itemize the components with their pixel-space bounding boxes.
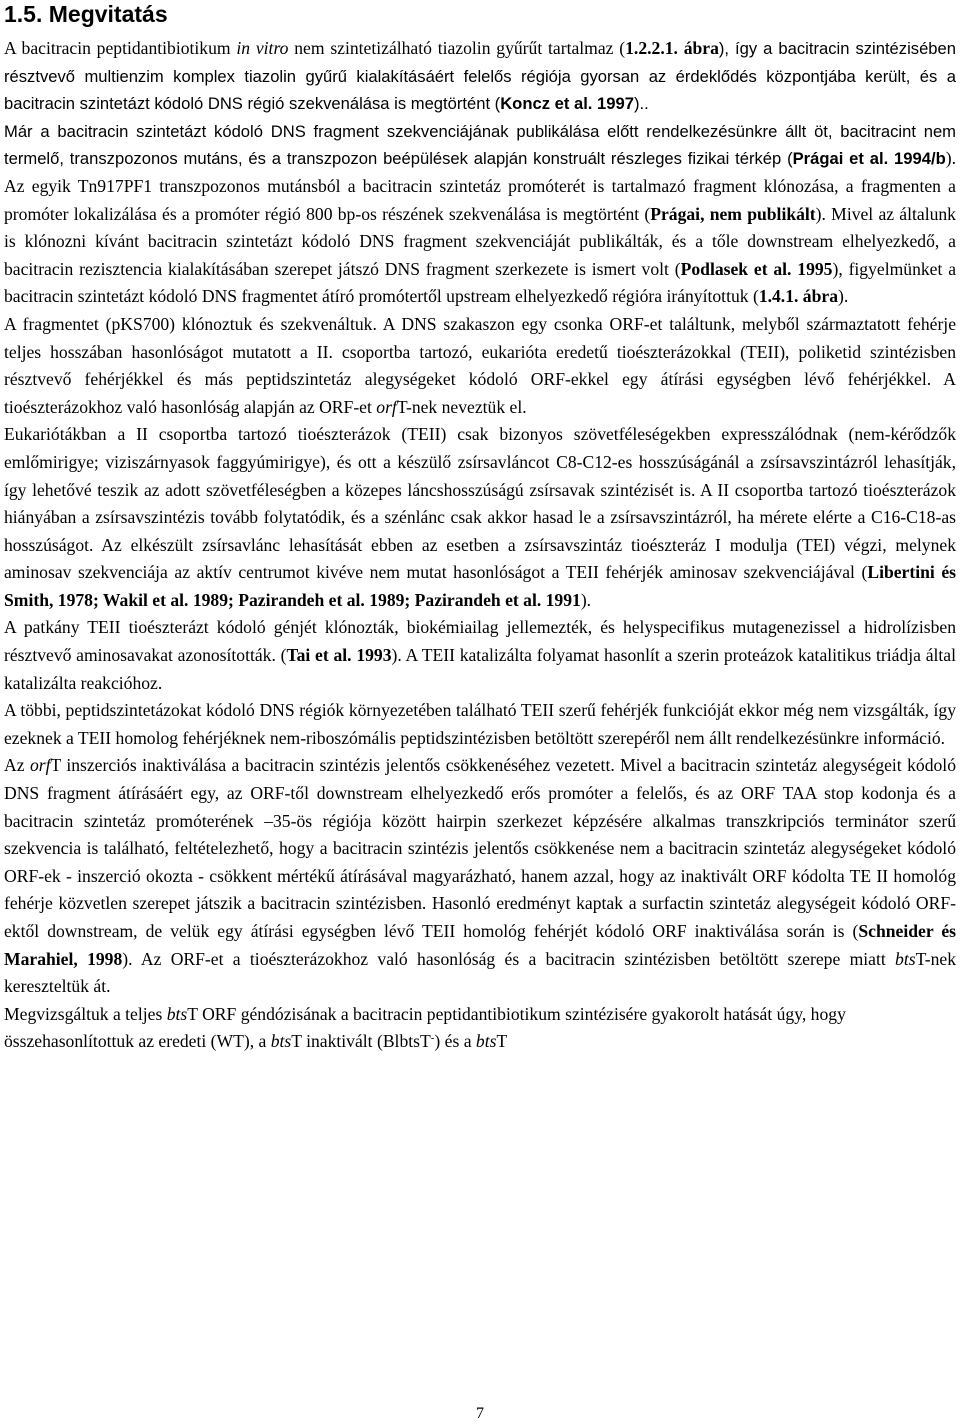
italic-text: bts xyxy=(270,1031,292,1052)
text-run: A bacitracin peptidantibiotikum xyxy=(4,38,237,58)
italic-text: bts xyxy=(166,1003,188,1024)
italic-text: in vitro xyxy=(236,38,289,58)
text-run: ). Az egyik Tn917PF1 transzpozonos mutánsból a bacitracin szintetáz promóterét is tartalmazó fragment klónozása, a fragmenten a promóter lokalizálása és a promóter régió 800 bp-os részének szekvenálása is megtörtént ( xyxy=(4,148,956,224)
text-run: ). Az ORF-et a tioészterázokhoz való hasonlóság és a bacitracin szintézisben betöltött szerepe miatt xyxy=(122,948,896,969)
citation: Schneider és Marahiel, 1998 xyxy=(4,921,957,969)
document-body xyxy=(4,35,956,1056)
citation: Koncz et al. 1997 xyxy=(500,94,634,114)
paragraph-bacitracin-intro xyxy=(4,35,956,118)
citation: Libertini és Smith, 1978; Wakil et al. 1989; Pazirandeh et al. 1989; Pazirandeh et al. 1991 xyxy=(4,562,957,610)
text-run: ). xyxy=(837,286,849,307)
paragraph-transposon-mutants xyxy=(4,118,956,311)
citation: Prágai et al. 1994/b xyxy=(792,149,946,169)
figure-reference: 1.2.2.1. ábra xyxy=(625,38,719,58)
text-run: T inszerciós inaktiválása a bacitracin szintézis jelentős csökkenéséhez vezetett. Mivel a bacitracin szintetáz alegységeit kódoló DNS fragment átírásáért egy, az ORF-től downstream elhelyezkedő erős promóter a felelős, és az ORF TAA stop kodonja és a bacitracin szintetáz promóterének –35-ös régiója között hairpin szerkezet képzésére alkalmas transzkripciós terminátor szerű szekvencia is található, feltételezhető, hogy a bacitracin szintézis jelentős csökkenése nem a bacitracin szintetáz alegységeket kódoló ORF-ek - inszerció okozta - csökkent mértékű átírásával magyarázható, hanem azzal, hogy az inaktivált ORF kódolta TE II homológ fehérje közvetlen szerepet játszik a bacitracin szintézisben. Hasonló eredményt kaptak a surfactin szintetáz alegységeit kódoló ORF-ektől downstream, de velük egy átírási egységben lévő TEII homológ fehérjét kódoló ORF inaktiválása során is ( xyxy=(4,755,956,941)
text-run: Az xyxy=(4,755,30,776)
paragraph-gene-dosage xyxy=(4,1001,956,1056)
text-run: A fragmentet (pKS700) klónoztuk és szekvenáltuk. A DNS szakaszon egy csonka ORF-et találtunk, melyből származtatott fehérje teljes hosszában hasonlóságot mutatott a II. csoportba tartozó, eukarióta eredetű tioészterázokkal (TEII), poliketid szintézisben résztvevő fehérjékkel és más peptidszintetáz alegységeket kódoló ORF-ekkel egy átírási egységben lévő fehérjékkel. A tioészterázokhoz való hasonlóság alapján az ORF-et xyxy=(4,313,956,417)
paragraph-pks700-cloning xyxy=(4,311,956,421)
text-run: T-nek neveztük el. xyxy=(396,396,527,417)
text-run: ). Mivel az általunk is klónozni kívánt bacitracin szintetázt kódoló DNS fragment szekvenciáját publikálták, és a tőle downstream elhelyezkedő, a bacitracin rezisztencia kialakításában szerepet játszó DNS fragment szerkezete is ismert volt ( xyxy=(4,203,956,279)
text-run: nem szintetizálható tiazolin gyűrűt tartalmaz ( xyxy=(288,38,626,58)
text-run: T inaktivált (BlbtsT xyxy=(291,1031,431,1052)
paragraph-rat-teii xyxy=(4,614,956,697)
text-run: T ORF géndózisának a bacitracin peptidantibiotikum szintézisére gyakorolt hatását úgy, hogy összehasonlítottuk az eredeti (WT), a xyxy=(4,1003,846,1052)
text-run: ), figyelmünket a bacitracin szintetázt kódoló DNS fragmentet átíró promótertől upstream elhelyezkedő régióra irányítottuk ( xyxy=(4,258,957,307)
text-run: T xyxy=(496,1031,508,1052)
text-run: Megvizsgáltuk a teljes xyxy=(4,1003,167,1024)
citation: Prágai, nem publikált xyxy=(650,203,816,224)
italic-text: orf xyxy=(376,396,397,417)
text-run: A patkány TEII tioészterázt kódoló génjét klónozták, biokémiailag jellemezték, és helyspecifikus mutagenezissel a hidrolízisben résztvevő aminosavakat azonosították. ( xyxy=(4,617,956,666)
section-heading: 1.5. Megvitatás xyxy=(4,1,168,27)
text-run: ), így a bacitracin szintézisében résztvevő multienzim komplex tiazolin gyűrű kialakításáért felelős régiója gyorsan az érdeklődés központjába került, és a bacitracin szintetázt kódoló DNS régió szekvenálása is megtörtént ( xyxy=(4,39,956,114)
italic-text: bts xyxy=(895,948,916,969)
paragraph-orft-inactivation xyxy=(4,752,956,1000)
page-number: 7 xyxy=(476,1405,484,1422)
figure-reference: 1.4.1. ábra xyxy=(758,286,838,307)
paragraph-eukaryotic-thioesterases xyxy=(4,421,956,614)
italic-text: orf xyxy=(29,755,51,776)
text-run: ) és a xyxy=(434,1031,476,1052)
citation: Tai et al. 1993 xyxy=(286,645,392,666)
text-run: ). xyxy=(580,589,592,610)
text-run: ). A TEII katalizálta folyamat hasonlít a szerin proteázok katalitikus triádja által katalizálta reakcióhoz. xyxy=(4,645,956,693)
italic-text: bts xyxy=(475,1031,497,1052)
text-run: Eukariótákban a II csoportba tartozó tioészterázok (TEII) csak bizonyos szövetféleségekben expresszálódnak (nem-kérődzők emlőmirigye; viziszárnyasok faggyúmirigye), és ott a készülő zsírsavláncot C8-C12-es hosszúságánál a zsírsavszintázról lehasítják, így lehetővé teszik az adott szövetféleségben a közepes láncshosszúságú zsírsavak szintézisét is. A II csoportba tartozó tioészterázok hiányában a zsírsavszintézis tovább folytatódik, és a szénlánc csak akkor hasad le a zsírsavszintázról, ha mérete elérte a C16-C18-as hosszúságot. Az elkészült zsírsavlánc lehasítását ebben az esetben a zsírsavszintáz tioészteráz I modulja (TEI) végzi, melynek aminosav szekvenciája az aktív centrumot kivéve nem mutat hasonlóságot a TEII fehérjék aminosav szekvenciájával ( xyxy=(4,424,956,583)
text-run: Már a bacitracin szintetázt kódoló DNS fragment szekvenciájának publikálása előtt rendelkezésünkre állt öt, bacitracint nem termelő, transzpozonos mutáns, és a transzpozon beépülések alapján konstruált részleges fizikai térkép ( xyxy=(4,121,956,169)
text-run: ).. xyxy=(633,94,649,114)
paragraph-other-teii: A többi, peptidszintetázokat kódoló DNS régiók környezetében található TEII szerű fehérjék funkcióját ekkor még nem vizsgálták, így ezeknek a TEII homolog fehérjéknek nem-riboszómális peptidszintézisben betöltött szerepéről nem állt rendelkezésünkre információ. xyxy=(4,700,956,748)
superscript-minus: - xyxy=(430,1032,435,1045)
text-run: T-nek kereszteltük át. xyxy=(4,948,956,997)
citation: Podlasek et al. 1995 xyxy=(680,258,833,279)
